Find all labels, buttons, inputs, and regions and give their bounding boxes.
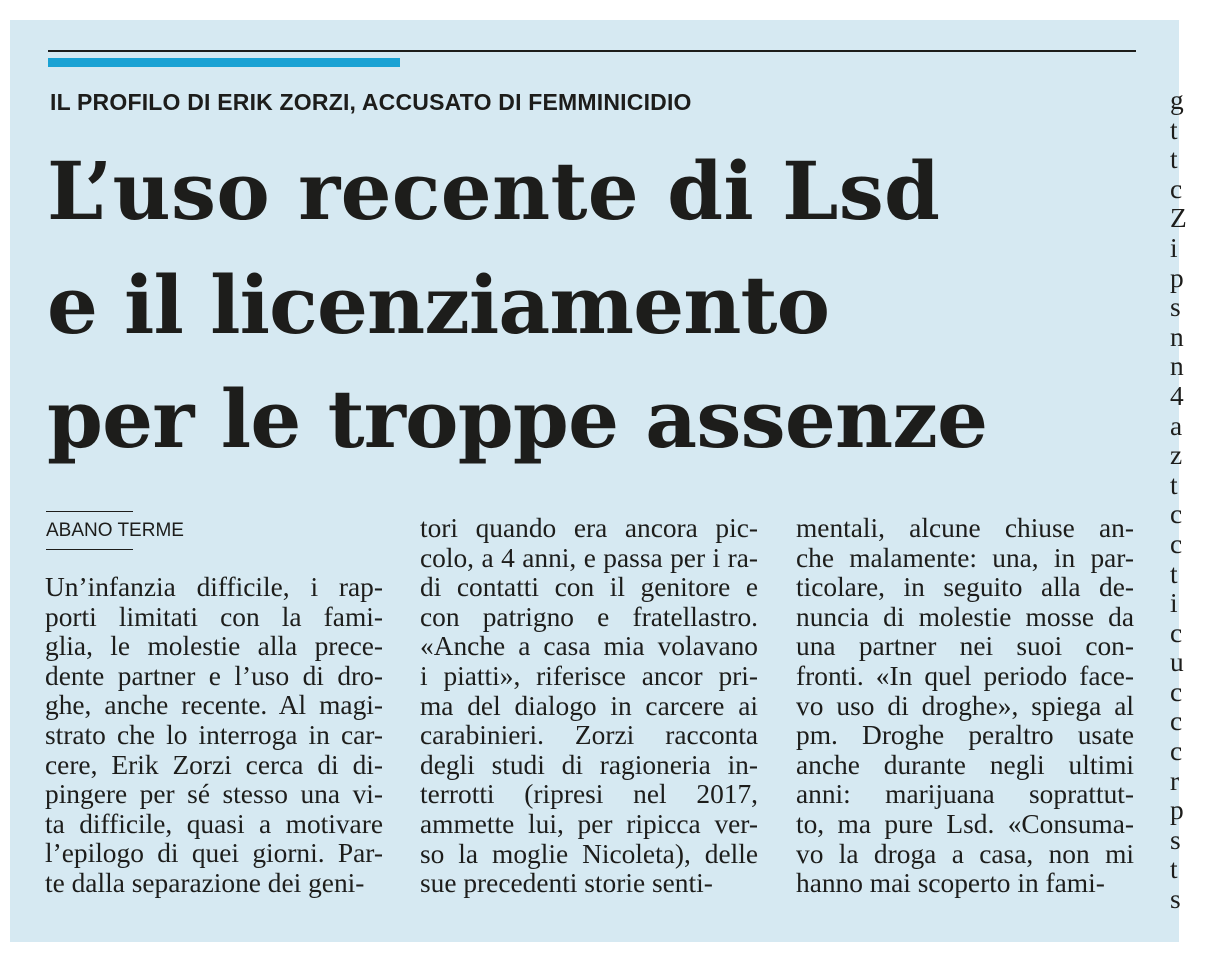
text-line: p xyxy=(1170,262,1184,293)
text-line: vo la droga a casa, non mi xyxy=(796,838,1134,869)
text-line: c xyxy=(1170,706,1183,737)
text-line: cere, Erik Zorzi cerca di di- xyxy=(45,749,383,780)
text-line: z xyxy=(1170,440,1183,471)
article-column-4-cropped xyxy=(1170,86,1210,915)
text-line: s xyxy=(1170,292,1181,323)
text-line: t xyxy=(1170,558,1178,589)
text-line: 4 xyxy=(1170,380,1184,411)
top-rule xyxy=(48,50,1136,52)
text-line: i xyxy=(1170,588,1178,619)
text-line: n xyxy=(1170,351,1184,382)
text-line: porti limitati con la fami- xyxy=(45,601,383,632)
text-line: dente partner e l’uso di dro- xyxy=(45,660,383,691)
dateline-rule-bottom xyxy=(46,549,133,550)
text-line: sue precedenti storie senti- xyxy=(420,868,713,899)
article-column-2 xyxy=(420,514,758,899)
dateline: ABANO TERME xyxy=(46,520,184,541)
text-line: colo, a 4 anni, e passa per i ra- xyxy=(420,542,758,573)
text-line: a xyxy=(1170,410,1183,441)
text-line: pm. Droghe peraltro usate xyxy=(796,720,1134,751)
text-line: di contatti con il genitore e xyxy=(420,572,758,603)
text-line: ticolare, in seguito alla de- xyxy=(796,572,1134,603)
text-line: n xyxy=(1170,321,1184,352)
article-column-3 xyxy=(796,514,1134,899)
text-line: i piatti», riferisce ancor pri- xyxy=(420,660,758,691)
accent-bar xyxy=(48,58,400,67)
text-line: tori quando era ancora pic- xyxy=(420,513,758,543)
text-line: c xyxy=(1170,499,1183,530)
text-line: carabinieri. Zorzi racconta xyxy=(420,720,758,751)
text-line: i xyxy=(1170,232,1178,263)
text-line: fronti. «In quel periodo face- xyxy=(796,660,1134,691)
text-line: t xyxy=(1170,469,1178,500)
text-line: che malamente: una, in par- xyxy=(796,542,1134,573)
text-line: una partner nei suoi con- xyxy=(796,631,1134,662)
newspaper-clipping xyxy=(10,20,1187,942)
kicker: IL PROFILO DI ERIK ZORZI, ACCUSATO DI FEMMINICIDIO xyxy=(50,89,692,115)
text-line: t xyxy=(1170,114,1178,145)
dateline-block xyxy=(46,511,184,550)
text-line: ghe, anche recente. Al magi- xyxy=(45,690,383,721)
text-line: strato che lo interroga in car- xyxy=(45,719,383,750)
text-line: c xyxy=(1170,617,1183,648)
text-line: l’epilogo di quei giorni. Par- xyxy=(45,838,383,869)
text-line: glia, le molestie alla prece- xyxy=(45,631,383,662)
text-line: c xyxy=(1170,676,1183,707)
headline xyxy=(47,134,987,476)
text-line: anni: marijuana soprattut- xyxy=(796,779,1134,810)
headline-line-3: per le troppe assenze xyxy=(47,372,988,466)
text-line: te dalla separazione dei geni- xyxy=(45,867,365,898)
text-line: ma del dialogo in carcere ai xyxy=(420,690,758,721)
text-line: mentali, alcune chiuse an- xyxy=(796,513,1134,543)
text-line: c xyxy=(1170,173,1183,204)
text-line: con patrigno e fratellastro. xyxy=(420,601,758,632)
headline-line-2: e il licenziamento xyxy=(47,258,830,352)
text-line: pingere per sé stesso una vi- xyxy=(45,779,383,810)
text-line: p xyxy=(1170,795,1184,826)
text-line: «Anche a casa mia volavano xyxy=(420,631,758,662)
text-line: to, ma pure Lsd. «Consuma- xyxy=(796,808,1134,839)
text-line: c xyxy=(1170,736,1183,767)
article-column-1 xyxy=(45,573,383,899)
text-line: s xyxy=(1170,884,1181,915)
text-line: g xyxy=(1170,85,1184,115)
headline-line-1: L’uso recente di Lsd xyxy=(47,144,941,238)
text-line: ta difficile, quasi a motivare xyxy=(45,808,383,839)
text-line: degli studi di ragioneria in- xyxy=(420,749,758,780)
text-line: u xyxy=(1170,647,1184,678)
text-line: nuncia di molestie mosse da xyxy=(796,601,1134,632)
text-line: ammette lui, per ripicca ver- xyxy=(420,808,758,839)
text-line: r xyxy=(1170,765,1180,796)
text-line: t xyxy=(1170,144,1178,175)
text-line: s xyxy=(1170,824,1181,855)
text-line: vo uso di droghe», spiega al xyxy=(796,690,1134,721)
text-line: hanno mai scoperto in fami- xyxy=(796,868,1105,899)
text-line: c xyxy=(1170,528,1183,559)
text-line: terrotti (ripresi nel 2017, xyxy=(420,779,758,810)
text-line: t xyxy=(1170,854,1178,885)
text-line: so la moglie Nicoleta), delle xyxy=(420,838,758,869)
text-line: anche durante negli ultimi xyxy=(796,749,1134,780)
text-line: Un’infanzia difficile, i rap- xyxy=(45,572,383,602)
text-line: Z xyxy=(1170,203,1187,234)
